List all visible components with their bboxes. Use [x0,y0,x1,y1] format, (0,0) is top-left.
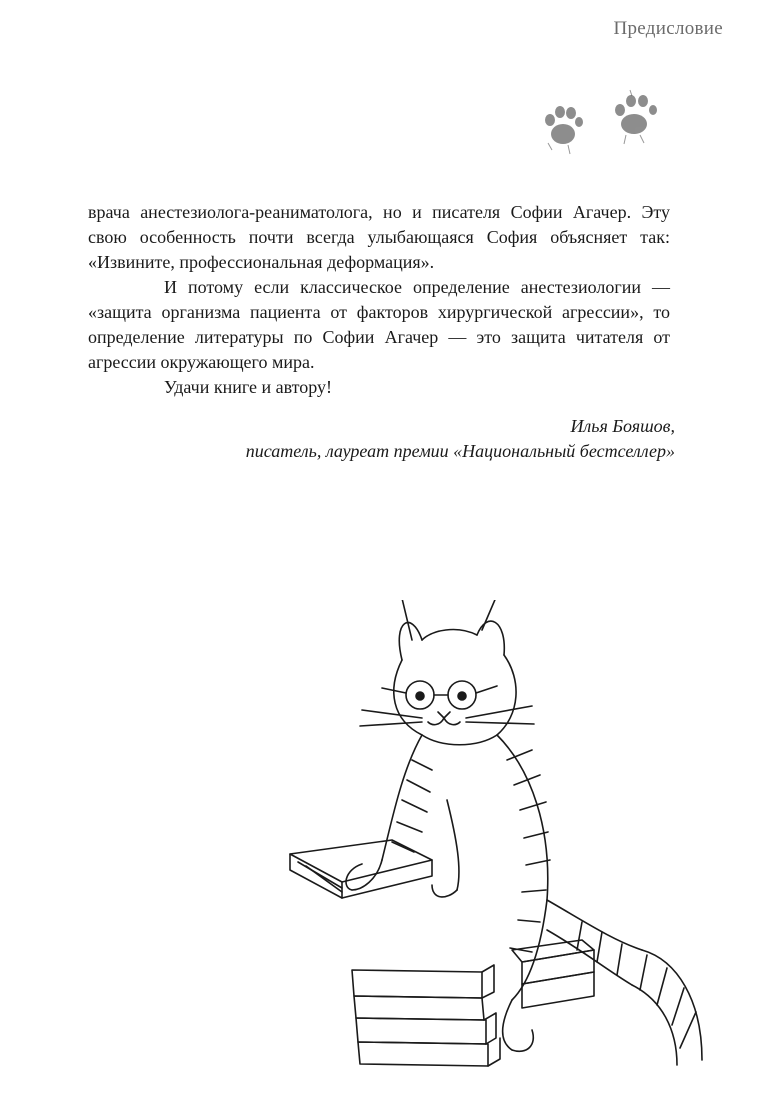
signature [246,414,675,464]
cat-body [346,600,702,1065]
cat-with-glasses-on-books-illustration [282,600,722,1070]
paw-prints-icon [538,88,668,160]
signature-title: писатель, лауреат премии «Национальный бестселлер» [245,441,675,461]
body-text [88,200,670,400]
paragraph-continuation: врача анестезиолога-реаниматолога, но и писателя Софии Агачер. Эту свою особенность почти всегда улыбающаяся София объясняет так: «Извините, профессиональная деформация». [88,202,670,272]
signature-name: Илья Бояшов, [570,416,675,436]
paragraph: Удачи книге и автору! [164,377,333,397]
running-head: Предисловие [613,18,723,39]
paragraph: И потому если классическое определение анестезиологии — «защита организма пациента от факторов хирургической агрессии», то определение литературы по Софии Агачер — это защита читателя от агрессии окружающего мира. [88,277,670,372]
